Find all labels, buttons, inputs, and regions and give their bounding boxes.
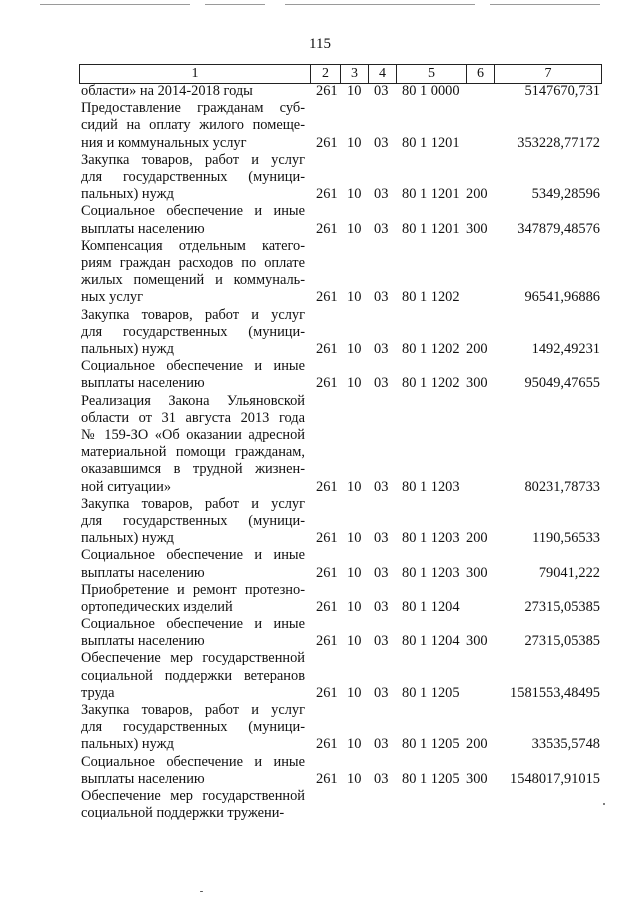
target-article-code: 80 1 1204 bbox=[402, 633, 460, 650]
chapter-code: 10 bbox=[347, 770, 362, 787]
chapter-code: 10 bbox=[347, 375, 362, 392]
target-article-code: 80 1 1205 bbox=[402, 684, 460, 701]
section-code: 261 bbox=[316, 82, 338, 99]
description-line: Приобретение и ремонт протезно- bbox=[81, 581, 305, 598]
description-line: социальной поддержки ветеранов bbox=[81, 667, 305, 684]
expense-type-code: 200 bbox=[466, 736, 488, 753]
row-description bbox=[81, 238, 305, 307]
row-description bbox=[81, 393, 305, 496]
section-code: 261 bbox=[316, 736, 338, 753]
section-code: 261 bbox=[316, 530, 338, 547]
table-row bbox=[0, 754, 640, 788]
description-line: Обеспечение мер государственной bbox=[81, 650, 305, 667]
table-row bbox=[0, 582, 640, 616]
subsection-code: 03 bbox=[374, 478, 389, 495]
expense-type-code: 300 bbox=[466, 770, 488, 787]
subsection-code: 03 bbox=[374, 340, 389, 357]
description-line: пальных) нужд bbox=[81, 530, 174, 547]
row-description bbox=[81, 152, 305, 204]
description-line: Социальное обеспечение и иные bbox=[81, 547, 305, 564]
row-description bbox=[81, 650, 305, 702]
expense-type-code: 300 bbox=[466, 220, 488, 237]
row-description bbox=[81, 702, 305, 754]
section-code: 261 bbox=[316, 598, 338, 615]
description-line: выплаты населению bbox=[81, 220, 205, 237]
table-row bbox=[0, 651, 640, 703]
chapter-code: 10 bbox=[347, 186, 362, 203]
table-row bbox=[0, 307, 640, 359]
chapter-code: 10 bbox=[347, 134, 362, 151]
amount: 1548017,91015 bbox=[510, 770, 600, 787]
target-article-code: 80 1 1201 bbox=[402, 186, 460, 203]
description-line: для государственных (муници- bbox=[81, 323, 305, 340]
section-code: 261 bbox=[316, 684, 338, 701]
description-line: пальных) нужд bbox=[81, 340, 174, 357]
description-line: Закупка товаров, работ и услуг bbox=[81, 702, 305, 719]
amount: 33535,5748 bbox=[531, 736, 600, 753]
table-body bbox=[0, 83, 640, 822]
target-article-code: 80 1 1202 bbox=[402, 375, 460, 392]
target-article-code: 80 1 1203 bbox=[402, 530, 460, 547]
description-line: ных услуг bbox=[81, 289, 144, 306]
description-line: материальной помощи гражданам, bbox=[81, 444, 305, 461]
description-line: выплаты населению bbox=[81, 375, 205, 392]
subsection-code: 03 bbox=[374, 564, 389, 581]
subsection-code: 03 bbox=[374, 134, 389, 151]
target-article-code: 80 1 0000 bbox=[402, 82, 460, 99]
description-line: Компенсация отдельным катего- bbox=[81, 237, 305, 254]
expense-type-code: 300 bbox=[466, 564, 488, 581]
row-description bbox=[81, 754, 305, 788]
chapter-code: 10 bbox=[347, 478, 362, 495]
section-code: 261 bbox=[316, 375, 338, 392]
target-article-code: 80 1 1205 bbox=[402, 770, 460, 787]
description-line: ортопедических изделий bbox=[81, 598, 233, 615]
row-description bbox=[81, 203, 305, 237]
amount: 347879,48576 bbox=[517, 220, 600, 237]
target-article-code: 80 1 1201 bbox=[402, 220, 460, 237]
amount: 27315,05385 bbox=[524, 598, 600, 615]
row-description bbox=[81, 547, 305, 581]
description-line: сидий на оплату жилого помеще- bbox=[81, 117, 305, 134]
amount: 1190,56533 bbox=[532, 530, 600, 547]
description-line: пальных) нужд bbox=[81, 186, 174, 203]
description-line: ной ситуации» bbox=[81, 478, 172, 495]
header-col-5: 5 bbox=[396, 65, 466, 83]
amount: 80231,78733 bbox=[524, 478, 600, 495]
table-row bbox=[0, 100, 640, 152]
description-line: пальных) нужд bbox=[81, 736, 174, 753]
section-code: 261 bbox=[316, 478, 338, 495]
expense-type-code: 200 bbox=[466, 340, 488, 357]
amount: 79041,222 bbox=[538, 564, 600, 581]
row-description bbox=[81, 496, 305, 548]
subsection-code: 03 bbox=[374, 220, 389, 237]
table-row bbox=[0, 83, 640, 100]
table-row bbox=[0, 238, 640, 307]
row-description bbox=[81, 100, 305, 152]
header-col-6: 6 bbox=[466, 65, 494, 83]
subsection-code: 03 bbox=[374, 684, 389, 701]
section-code: 261 bbox=[316, 340, 338, 357]
expense-type-code: 300 bbox=[466, 375, 488, 392]
chapter-code: 10 bbox=[347, 82, 362, 99]
description-line: области от 31 августа 2013 года bbox=[81, 409, 305, 426]
target-article-code: 80 1 1203 bbox=[402, 478, 460, 495]
description-line: для государственных (муници- bbox=[81, 719, 305, 736]
chapter-code: 10 bbox=[347, 598, 362, 615]
amount: 353228,77172 bbox=[517, 134, 600, 151]
table-row bbox=[0, 203, 640, 237]
description-line: Предоставление гражданам суб- bbox=[81, 100, 305, 117]
header-col-1: 1 bbox=[191, 66, 199, 81]
table-row bbox=[0, 788, 640, 822]
section-code: 261 bbox=[316, 186, 338, 203]
amount: 96541,96886 bbox=[524, 289, 600, 306]
description-line: области» на 2014-2018 годы bbox=[81, 82, 253, 99]
table-row bbox=[0, 393, 640, 496]
chapter-code: 10 bbox=[347, 340, 362, 357]
description-line: Реализация Закона Ульяновской bbox=[81, 392, 305, 409]
chapter-code: 10 bbox=[347, 530, 362, 547]
table-row bbox=[0, 152, 640, 204]
amount: 5147670,731 bbox=[524, 82, 600, 99]
description-line: жилых помещений и коммуналь- bbox=[81, 272, 305, 289]
description-line: Социальное обеспечение и иные bbox=[81, 358, 305, 375]
section-code: 261 bbox=[316, 564, 338, 581]
amount: 95049,47655 bbox=[524, 375, 600, 392]
table-row bbox=[0, 616, 640, 650]
target-article-code: 80 1 1204 bbox=[402, 598, 460, 615]
table-row bbox=[0, 702, 640, 754]
expense-type-code: 300 bbox=[466, 633, 488, 650]
table-header bbox=[79, 64, 602, 84]
section-code: 261 bbox=[316, 633, 338, 650]
header-col-2: 2 bbox=[310, 65, 340, 83]
chapter-code: 10 bbox=[347, 684, 362, 701]
subsection-code: 03 bbox=[374, 736, 389, 753]
description-line: социальной поддержки тружени- bbox=[81, 805, 285, 822]
target-article-code: 80 1 1203 bbox=[402, 564, 460, 581]
target-article-code: 80 1 1205 bbox=[402, 736, 460, 753]
chapter-code: 10 bbox=[347, 736, 362, 753]
amount: 27315,05385 bbox=[524, 633, 600, 650]
target-article-code: 80 1 1201 bbox=[402, 134, 460, 151]
section-code: 261 bbox=[316, 289, 338, 306]
row-description bbox=[81, 307, 305, 359]
header-col-4: 4 bbox=[368, 65, 396, 83]
description-line: Закупка товаров, работ и услуг bbox=[81, 495, 305, 512]
chapter-code: 10 bbox=[347, 633, 362, 650]
description-line: для государственных (муници- bbox=[81, 168, 305, 185]
subsection-code: 03 bbox=[374, 289, 389, 306]
section-code: 261 bbox=[316, 770, 338, 787]
subsection-code: 03 bbox=[374, 770, 389, 787]
row-description bbox=[81, 788, 305, 822]
amount: 1492,49231 bbox=[531, 340, 600, 357]
description-line: Обеспечение мер государственной bbox=[81, 788, 305, 805]
target-article-code: 80 1 1202 bbox=[402, 340, 460, 357]
chapter-code: 10 bbox=[347, 289, 362, 306]
table-row bbox=[0, 547, 640, 581]
description-line: Социальное обеспечение и иные bbox=[81, 616, 305, 633]
scan-edge-artifact bbox=[0, 2, 640, 8]
scan-speck bbox=[200, 891, 203, 892]
page-number: 115 bbox=[309, 36, 331, 52]
expense-type-code: 200 bbox=[466, 530, 488, 547]
description-line: Социальное обеспечение и иные bbox=[81, 753, 305, 770]
amount: 5349,28596 bbox=[531, 186, 600, 203]
row-description bbox=[81, 358, 305, 392]
description-line: труда bbox=[81, 684, 115, 701]
amount: 1581553,48495 bbox=[510, 684, 600, 701]
description-line: риям граждан расходов по оплате bbox=[81, 254, 305, 271]
description-line: оказавшимся в трудной жизнен- bbox=[81, 461, 305, 478]
description-line: выплаты населению bbox=[81, 633, 205, 650]
chapter-code: 10 bbox=[347, 564, 362, 581]
subsection-code: 03 bbox=[374, 598, 389, 615]
description-line: выплаты населению bbox=[81, 564, 205, 581]
section-code: 261 bbox=[316, 220, 338, 237]
header-col-3: 3 bbox=[340, 65, 368, 83]
row-description bbox=[81, 582, 305, 616]
header-col-7: 7 bbox=[494, 65, 601, 83]
description-line: Закупка товаров, работ и услуг bbox=[81, 151, 305, 168]
section-code: 261 bbox=[316, 134, 338, 151]
subsection-code: 03 bbox=[374, 375, 389, 392]
description-line: выплаты населению bbox=[81, 770, 205, 787]
description-line: Закупка товаров, работ и услуг bbox=[81, 306, 305, 323]
subsection-code: 03 bbox=[374, 530, 389, 547]
target-article-code: 80 1 1202 bbox=[402, 289, 460, 306]
description-line: № 159-ЗО «Об оказании адресной bbox=[81, 426, 305, 443]
subsection-code: 03 bbox=[374, 633, 389, 650]
subsection-code: 03 bbox=[374, 82, 389, 99]
table-row bbox=[0, 358, 640, 392]
expense-type-code: 200 bbox=[466, 186, 488, 203]
chapter-code: 10 bbox=[347, 220, 362, 237]
scan-speck bbox=[603, 803, 605, 805]
description-line: Социальное обеспечение и иные bbox=[81, 203, 305, 220]
description-line: для государственных (муници- bbox=[81, 512, 305, 529]
description-line: ния и коммунальных услуг bbox=[81, 134, 247, 151]
row-description bbox=[81, 83, 305, 100]
subsection-code: 03 bbox=[374, 186, 389, 203]
table-row bbox=[0, 496, 640, 548]
row-description bbox=[81, 616, 305, 650]
